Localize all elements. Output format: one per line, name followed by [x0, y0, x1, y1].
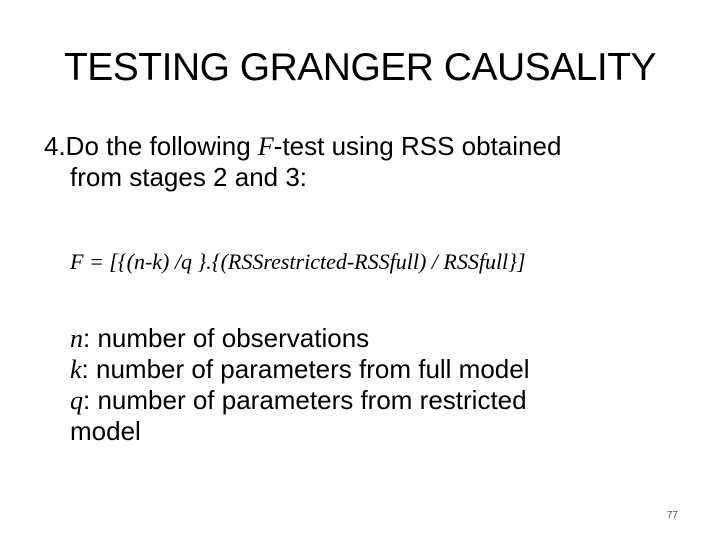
step-prefix: 4.Do the following	[44, 131, 258, 161]
step-suffix: -test using RSS obtained	[273, 131, 562, 161]
definition-n	[70, 323, 690, 354]
step-line-2: from stages 2 and 3:	[70, 162, 308, 192]
definition-var-k: k	[70, 355, 82, 384]
page-number: 77	[666, 510, 678, 521]
definition-k	[70, 354, 690, 385]
slide-title: TESTING GRANGER CAUSALITY	[63, 46, 657, 89]
definition-q-continuation: model	[70, 416, 141, 446]
f-test-formula: F = [{(n-k) /q }.{(RSSrestricted-RSSfull) / RSSfull}]	[70, 249, 526, 274]
definition-text-k: : number of parameters from full model	[81, 354, 530, 384]
f-symbol: F	[257, 132, 274, 161]
definition-var-n: n	[70, 324, 83, 353]
step-4-text	[44, 131, 684, 193]
definition-var-q: q	[70, 386, 83, 415]
definition-text-n: : number of observations	[83, 323, 370, 353]
definitions	[70, 323, 690, 446]
definition-q	[70, 385, 690, 416]
definition-text-q: : number of parameters from restricted	[83, 385, 527, 415]
